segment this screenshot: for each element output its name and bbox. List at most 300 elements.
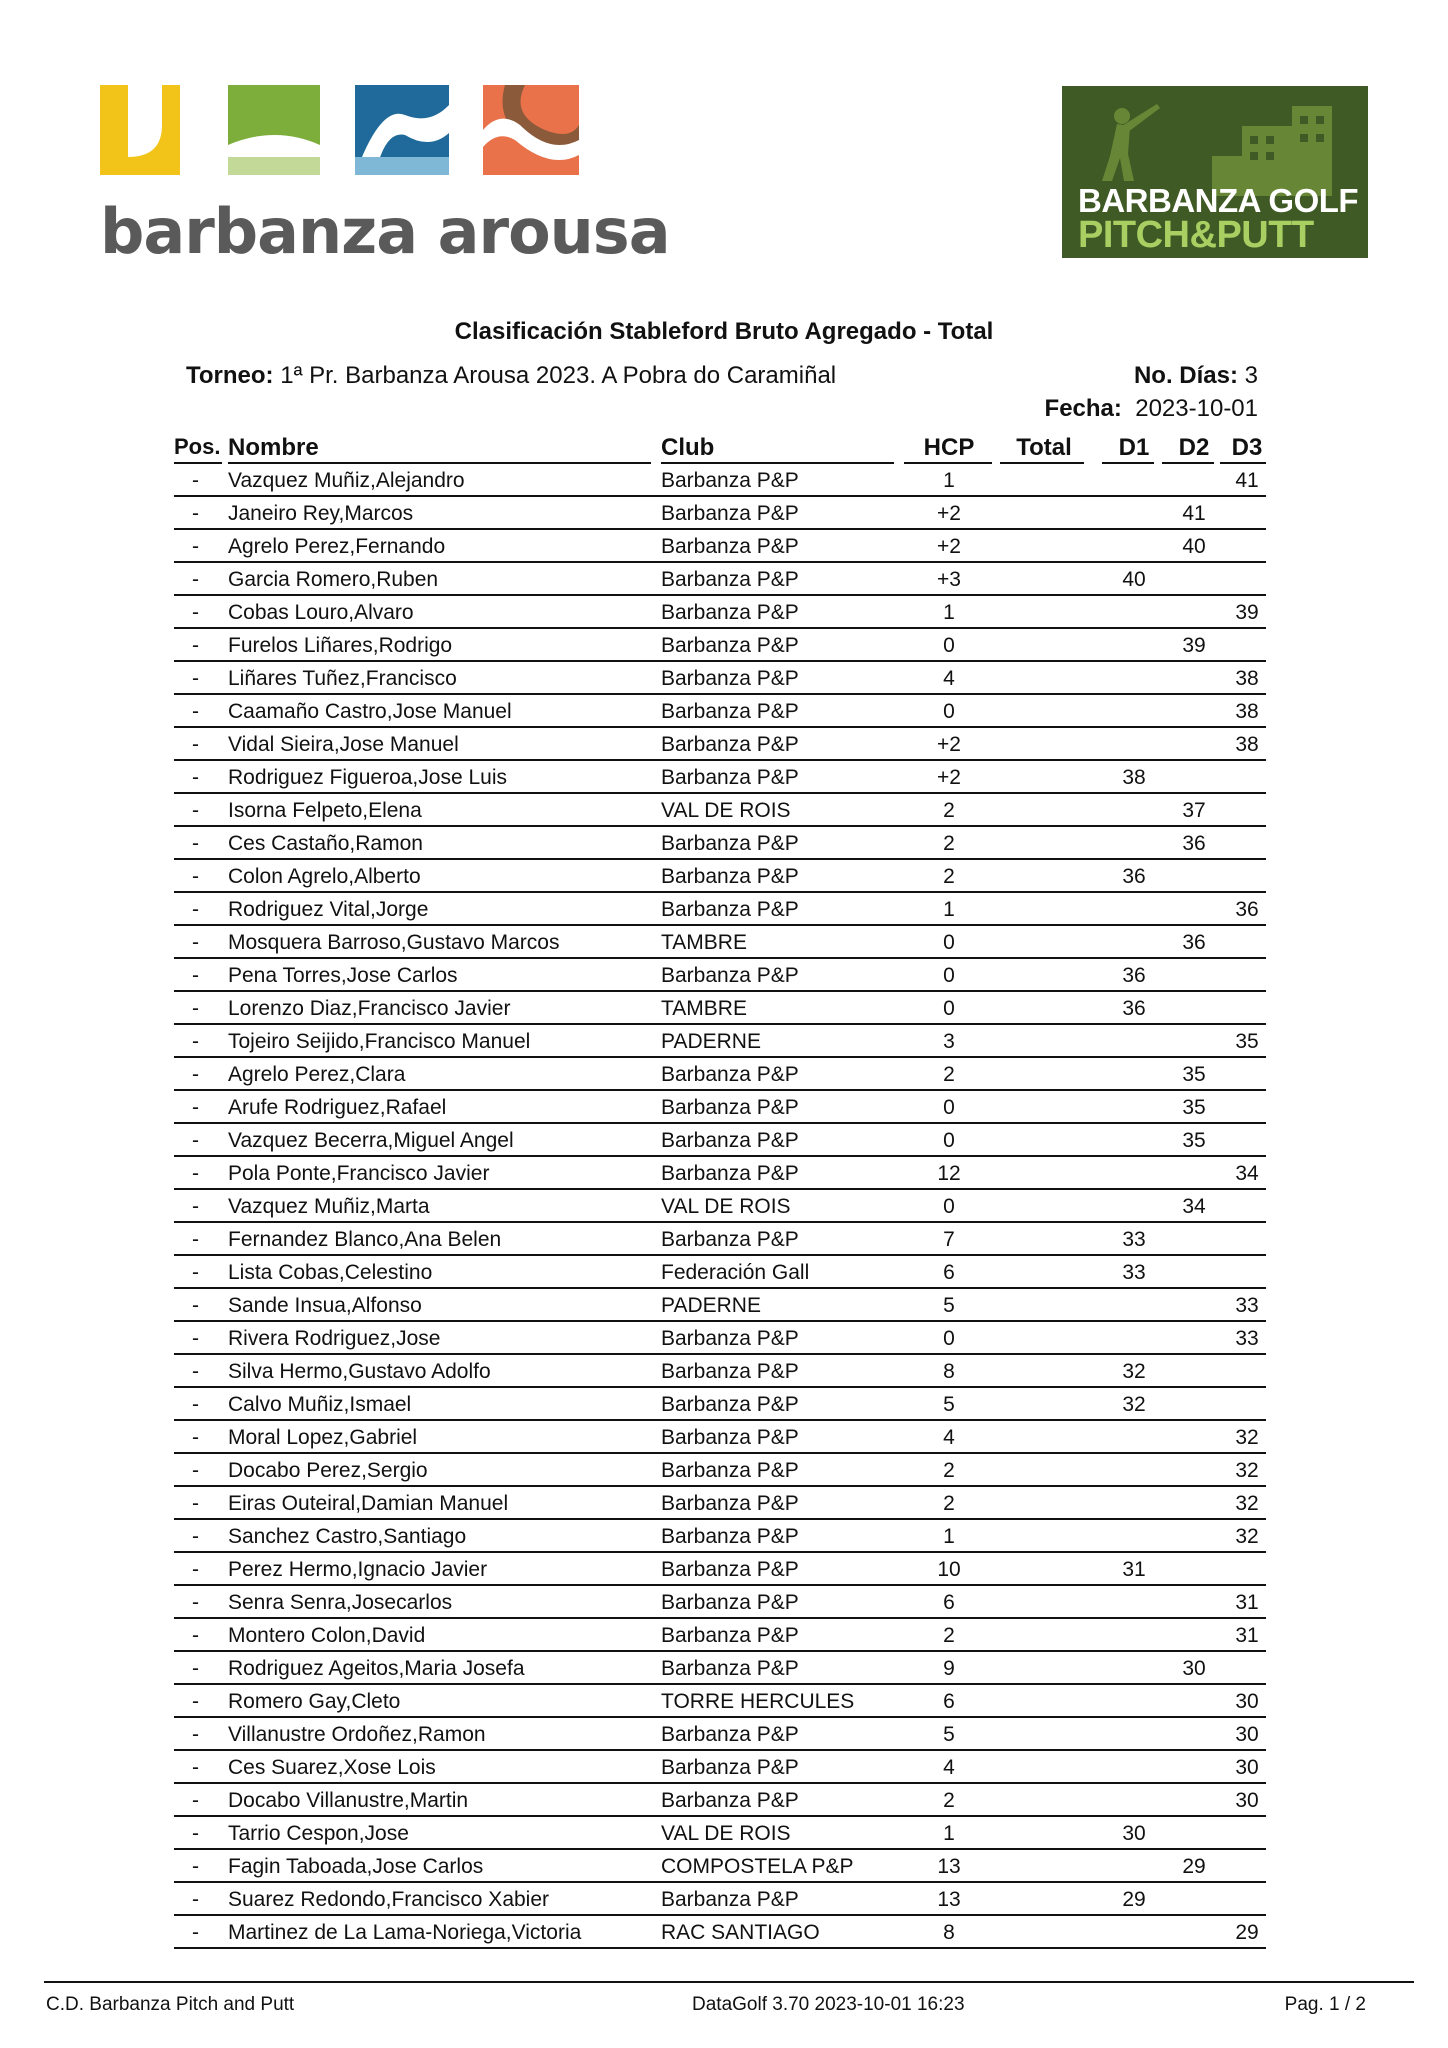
- col-pos: Pos.: [174, 434, 221, 459]
- cell-club: Barbanza P&P: [661, 1393, 799, 1416]
- cell-pos: -: [192, 766, 199, 789]
- cell-hcp: 5: [943, 1294, 955, 1317]
- cell-hcp: 1: [943, 1822, 955, 1845]
- cell-pos: -: [192, 634, 199, 657]
- cell-pos: -: [192, 469, 199, 492]
- table-row: [174, 1520, 1266, 1553]
- cell-d2: 34: [1182, 1195, 1206, 1218]
- cell-d2: 35: [1182, 1096, 1206, 1119]
- cell-d3: 34: [1235, 1162, 1259, 1185]
- cell-hcp: 5: [943, 1723, 955, 1746]
- cell-d1: 29: [1122, 1888, 1146, 1911]
- fecha-label: Fecha:: [1044, 395, 1122, 422]
- cell-pos: -: [192, 1063, 199, 1086]
- cell-name: Fagin Taboada,Jose Carlos: [228, 1855, 484, 1878]
- table-row: [174, 893, 1266, 926]
- cell-pos: -: [192, 1030, 199, 1053]
- cell-hcp: +3: [937, 568, 961, 591]
- cell-pos: -: [192, 931, 199, 954]
- logo-line2: PITCH&PUTT: [1078, 214, 1314, 256]
- cell-pos: -: [192, 1525, 199, 1548]
- cell-club: Barbanza P&P: [661, 766, 799, 789]
- cell-pos: -: [192, 1294, 199, 1317]
- cell-hcp: 2: [943, 1624, 955, 1647]
- cell-hcp: +2: [937, 733, 961, 756]
- cell-name: Rivera Rodriguez,Jose: [228, 1327, 441, 1350]
- cell-hcp: 4: [943, 1426, 955, 1449]
- cell-name: Colon Agrelo,Alberto: [228, 865, 421, 888]
- cell-d3: 30: [1235, 1723, 1259, 1746]
- cell-d1: 36: [1122, 964, 1146, 987]
- cell-d3: 30: [1235, 1756, 1259, 1779]
- cell-club: Barbanza P&P: [661, 1096, 799, 1119]
- cell-d3: 38: [1235, 700, 1259, 723]
- cell-name: Montero Colon,David: [228, 1624, 426, 1647]
- footer-club: C.D. Barbanza Pitch and Putt: [46, 1994, 295, 2015]
- cell-pos: -: [192, 1756, 199, 1779]
- cell-club: TAMBRE: [661, 931, 747, 954]
- cell-hcp: 0: [943, 634, 955, 657]
- table-body: [174, 464, 1266, 1949]
- cell-pos: -: [192, 700, 199, 723]
- cell-name: Lorenzo Diaz,Francisco Javier: [228, 997, 511, 1020]
- cell-hcp: 0: [943, 1195, 955, 1218]
- cell-name: Ces Suarez,Xose Lois: [228, 1756, 436, 1779]
- cell-name: Vazquez Muñiz,Marta: [228, 1195, 430, 1218]
- cell-d3: 32: [1235, 1525, 1259, 1548]
- cell-club: Barbanza P&P: [661, 1228, 799, 1251]
- results-table: [174, 432, 1266, 1949]
- table-row: [174, 1256, 1266, 1289]
- cell-name: Lista Cobas,Celestino: [228, 1261, 433, 1284]
- cell-hcp: 6: [943, 1591, 955, 1614]
- cell-club: TORRE HERCULES: [661, 1690, 855, 1713]
- dias-line: [1134, 362, 1258, 390]
- cell-pos: -: [192, 1327, 199, 1350]
- cell-d3: 39: [1235, 601, 1259, 624]
- table-row: [174, 1058, 1266, 1091]
- cell-club: Barbanza P&P: [661, 1525, 799, 1548]
- cell-hcp: 1: [943, 469, 955, 492]
- cell-d3: 36: [1235, 898, 1259, 921]
- cell-pos: -: [192, 733, 199, 756]
- col-total: Total: [1016, 434, 1072, 461]
- cell-pos: -: [192, 1195, 199, 1218]
- cell-hcp: 3: [943, 1030, 955, 1053]
- cell-hcp: 4: [943, 667, 955, 690]
- cell-pos: -: [192, 997, 199, 1020]
- cell-d3: 31: [1235, 1624, 1259, 1647]
- cell-hcp: 2: [943, 799, 955, 822]
- table-row: [174, 1652, 1266, 1685]
- cell-club: Barbanza P&P: [661, 568, 799, 591]
- table-row: [174, 1091, 1266, 1124]
- table-row: [174, 1751, 1266, 1784]
- cell-name: Agrelo Perez,Clara: [228, 1063, 406, 1086]
- cell-club: PADERNE: [661, 1294, 761, 1317]
- cell-hcp: 0: [943, 1096, 955, 1119]
- cell-d3: 38: [1235, 667, 1259, 690]
- table-row: [174, 959, 1266, 992]
- cell-d1: 32: [1122, 1393, 1146, 1416]
- dias-value: 3: [1244, 362, 1258, 389]
- cell-name: Arufe Rodriguez,Rafael: [228, 1096, 447, 1119]
- cell-d2: 41: [1182, 502, 1206, 525]
- cell-pos: -: [192, 1822, 199, 1845]
- cell-hcp: 6: [943, 1690, 955, 1713]
- table-row: [174, 926, 1266, 959]
- cell-name: Ces Castaño,Ramon: [228, 832, 423, 855]
- cell-club: Barbanza P&P: [661, 1624, 799, 1647]
- table-row: [174, 497, 1266, 530]
- cell-name: Isorna Felpeto,Elena: [228, 799, 422, 822]
- col-d2: D2: [1178, 434, 1210, 461]
- cell-d1: 38: [1122, 766, 1146, 789]
- cell-club: Barbanza P&P: [661, 700, 799, 723]
- cell-hcp: 2: [943, 1459, 955, 1482]
- cell-club: Barbanza P&P: [661, 1888, 799, 1911]
- cell-club: Barbanza P&P: [661, 1657, 799, 1680]
- cell-name: Moral Lopez,Gabriel: [228, 1426, 418, 1449]
- cell-club: Barbanza P&P: [661, 1558, 799, 1581]
- cell-d1: 40: [1122, 568, 1146, 591]
- table-row: [174, 1355, 1266, 1388]
- cell-club: Barbanza P&P: [661, 469, 799, 492]
- table-row: [174, 464, 1266, 497]
- cell-club: VAL DE ROIS: [661, 1822, 791, 1845]
- table-row: [174, 1421, 1266, 1454]
- cell-hcp: 0: [943, 997, 955, 1020]
- cell-name: Perez Hermo,Ignacio Javier: [228, 1558, 488, 1581]
- cell-club: Barbanza P&P: [661, 733, 799, 756]
- cell-name: Agrelo Perez,Fernando: [228, 535, 446, 558]
- cell-club: Barbanza P&P: [661, 1492, 799, 1515]
- table-row: [174, 1586, 1266, 1619]
- cell-hcp: 0: [943, 1327, 955, 1350]
- table-row: [174, 992, 1266, 1025]
- cell-club: Barbanza P&P: [661, 1459, 799, 1482]
- cell-hcp: 2: [943, 832, 955, 855]
- cell-name: Janeiro Rey,Marcos: [228, 502, 414, 525]
- table-header: [174, 432, 1266, 464]
- cell-club: Barbanza P&P: [661, 634, 799, 657]
- table-row: [174, 1223, 1266, 1256]
- cell-name: Romero Gay,Cleto: [228, 1690, 401, 1713]
- table-row: [174, 827, 1266, 860]
- cell-hcp: 8: [943, 1921, 955, 1944]
- cell-hcp: 0: [943, 700, 955, 723]
- table-row: [174, 1553, 1266, 1586]
- cell-name: Pola Ponte,Francisco Javier: [228, 1162, 490, 1185]
- cell-pos: -: [192, 667, 199, 690]
- logo-line1: BARBANZA GOLF: [1078, 182, 1359, 219]
- cell-name: Rodriguez Vital,Jorge: [228, 898, 429, 921]
- cell-pos: -: [192, 964, 199, 987]
- cell-pos: -: [192, 865, 199, 888]
- cell-name: Sanchez Castro,Santiago: [228, 1525, 467, 1548]
- cell-name: Silva Hermo,Gustavo Adolfo: [228, 1360, 491, 1383]
- cell-pos: -: [192, 1228, 199, 1251]
- cell-name: Rodriguez Ageitos,Maria Josefa: [228, 1657, 525, 1680]
- cell-d3: 35: [1235, 1030, 1259, 1053]
- page-title: Clasificación Stableford Bruto Agregado - Total: [454, 318, 994, 345]
- cell-d1: 30: [1122, 1822, 1146, 1845]
- cell-pos: -: [192, 1591, 199, 1614]
- cell-hcp: 2: [943, 1492, 955, 1515]
- cell-hcp: 0: [943, 1129, 955, 1152]
- cell-club: Barbanza P&P: [661, 1063, 799, 1086]
- cell-pos: -: [192, 1129, 199, 1152]
- torneo-line: [186, 362, 836, 390]
- torneo-label: Torneo:: [186, 362, 274, 389]
- col-d1: D1: [1118, 434, 1150, 461]
- cell-name: Tojeiro Seijido,Francisco Manuel: [228, 1030, 531, 1053]
- cell-club: Barbanza P&P: [661, 1591, 799, 1614]
- table-row: [174, 1487, 1266, 1520]
- col-club: Club: [661, 434, 715, 461]
- cell-pos: -: [192, 1426, 199, 1449]
- cell-name: Caamaño Castro,Jose Manuel: [228, 700, 512, 723]
- fecha-value: 2023-10-01: [1135, 395, 1258, 422]
- cell-hcp: 13: [937, 1888, 961, 1911]
- table-row: [174, 860, 1266, 893]
- table-row: [174, 1916, 1266, 1949]
- cell-hcp: 9: [943, 1657, 955, 1680]
- cell-hcp: +2: [937, 766, 961, 789]
- cell-club: Barbanza P&P: [661, 1789, 799, 1812]
- table-row: [174, 1619, 1266, 1652]
- cell-pos: -: [192, 1888, 199, 1911]
- table-row: [174, 530, 1266, 563]
- table-row: [174, 1718, 1266, 1751]
- cell-d1: 33: [1122, 1228, 1146, 1251]
- cell-club: TAMBRE: [661, 997, 747, 1020]
- cell-club: VAL DE ROIS: [661, 799, 791, 822]
- cell-d2: 36: [1182, 931, 1206, 954]
- table-row: [174, 1850, 1266, 1883]
- cell-club: VAL DE ROIS: [661, 1195, 791, 1218]
- cell-club: Barbanza P&P: [661, 1426, 799, 1449]
- cell-pos: -: [192, 1723, 199, 1746]
- cell-club: Barbanza P&P: [661, 535, 799, 558]
- table-row: [174, 1322, 1266, 1355]
- cell-club: COMPOSTELA P&P: [661, 1855, 854, 1878]
- cell-pos: -: [192, 535, 199, 558]
- cell-name: Calvo Muñiz,Ismael: [228, 1393, 412, 1416]
- table-row: [174, 761, 1266, 794]
- col-nombre: Nombre: [228, 434, 319, 461]
- cell-pos: -: [192, 1393, 199, 1416]
- cell-pos: -: [192, 1921, 199, 1944]
- cell-d2: 36: [1182, 832, 1206, 855]
- cell-pos: -: [192, 1162, 199, 1185]
- table-row: [174, 629, 1266, 662]
- cell-name: Vidal Sieira,Jose Manuel: [228, 733, 459, 756]
- cell-name: Liñares Tuñez,Francisco: [228, 667, 457, 690]
- table-row: [174, 1883, 1266, 1916]
- cell-d3: 33: [1235, 1294, 1259, 1317]
- cell-d3: 30: [1235, 1690, 1259, 1713]
- dias-label: No. Días:: [1133, 362, 1238, 389]
- cell-club: Barbanza P&P: [661, 1129, 799, 1152]
- table-row: [174, 1784, 1266, 1817]
- cell-pos: -: [192, 1096, 199, 1119]
- table-row: [174, 1289, 1266, 1322]
- table-row: [174, 1025, 1266, 1058]
- cell-pos: -: [192, 1855, 199, 1878]
- cell-name: Docabo Perez,Sergio: [228, 1459, 428, 1482]
- cell-hcp: 2: [943, 865, 955, 888]
- cell-pos: -: [192, 799, 199, 822]
- cell-name: Mosquera Barroso,Gustavo Marcos: [228, 931, 560, 954]
- cell-club: Barbanza P&P: [661, 502, 799, 525]
- cell-d3: 41: [1235, 469, 1259, 492]
- table-row: [174, 794, 1266, 827]
- cell-hcp: 13: [937, 1855, 961, 1878]
- cell-club: Barbanza P&P: [661, 964, 799, 987]
- cell-d3: 32: [1235, 1459, 1259, 1482]
- cell-d3: 38: [1235, 733, 1259, 756]
- cell-d3: 31: [1235, 1591, 1259, 1614]
- cell-pos: -: [192, 601, 199, 624]
- cell-hcp: 6: [943, 1261, 955, 1284]
- cell-d1: 36: [1122, 997, 1146, 1020]
- footer-software: DataGolf 3.70 2023-10-01 16:23: [692, 1994, 965, 2015]
- cell-name: Garcia Romero,Ruben: [228, 568, 439, 591]
- cell-hcp: 2: [943, 1789, 955, 1812]
- cell-pos: -: [192, 1558, 199, 1581]
- cell-d1: 31: [1122, 1558, 1146, 1581]
- cell-pos: -: [192, 1459, 199, 1482]
- cell-name: Eiras Outeiral,Damian Manuel: [228, 1492, 509, 1515]
- cell-d3: 29: [1235, 1921, 1259, 1944]
- cell-name: Fernandez Blanco,Ana Belen: [228, 1228, 502, 1251]
- cell-pos: -: [192, 568, 199, 591]
- cell-hcp: 2: [943, 1063, 955, 1086]
- cell-name: Docabo Villanustre,Martin: [228, 1789, 469, 1812]
- barbanza-golf-logo: [1062, 86, 1368, 258]
- cell-club: Barbanza P&P: [661, 832, 799, 855]
- table-row: [174, 596, 1266, 629]
- table-row: [174, 695, 1266, 728]
- cell-name: Rodriguez Figueroa,Jose Luis: [228, 766, 507, 789]
- table-row: [174, 728, 1266, 761]
- cell-pos: -: [192, 898, 199, 921]
- cell-d2: 37: [1182, 799, 1206, 822]
- cell-name: Vazquez Muñiz,Alejandro: [228, 469, 465, 492]
- cell-d2: 35: [1182, 1129, 1206, 1152]
- cell-d3: 33: [1235, 1327, 1259, 1350]
- table-row: [174, 1124, 1266, 1157]
- cell-club: Barbanza P&P: [661, 1327, 799, 1350]
- col-d3: D3: [1231, 434, 1263, 461]
- cell-name: Senra Senra,Josecarlos: [228, 1591, 453, 1614]
- cell-d1: 33: [1122, 1261, 1146, 1284]
- cell-hcp: 1: [943, 898, 955, 921]
- cell-pos: -: [192, 502, 199, 525]
- cell-pos: -: [192, 1261, 199, 1284]
- cell-pos: -: [192, 1360, 199, 1383]
- table-row: [174, 662, 1266, 695]
- cell-pos: -: [192, 1789, 199, 1812]
- cell-name: Pena Torres,Jose Carlos: [228, 964, 458, 987]
- cell-hcp: 5: [943, 1393, 955, 1416]
- table-row: [174, 1388, 1266, 1421]
- cell-hcp: +2: [937, 535, 961, 558]
- cell-pos: -: [192, 1624, 199, 1647]
- cell-pos: -: [192, 832, 199, 855]
- cell-hcp: 10: [937, 1558, 961, 1581]
- table-row: [174, 1685, 1266, 1718]
- table-row: [174, 1157, 1266, 1190]
- cell-club: Barbanza P&P: [661, 1162, 799, 1185]
- table-row: [174, 1454, 1266, 1487]
- logo-text: barbanza arousa: [100, 195, 670, 268]
- cell-name: Suarez Redondo,Francisco Xabier: [228, 1888, 550, 1911]
- footer-page: Pag. 1 / 2: [1284, 1994, 1366, 2015]
- cell-pos: -: [192, 1492, 199, 1515]
- cell-d3: 32: [1235, 1492, 1259, 1515]
- cell-name: Vazquez Becerra,Miguel Angel: [228, 1129, 514, 1152]
- table-row: [174, 1190, 1266, 1223]
- cell-hcp: 12: [937, 1162, 961, 1185]
- logo-shapes: [100, 85, 600, 195]
- cell-hcp: 1: [943, 601, 955, 624]
- cell-name: Sande Insua,Alfonso: [228, 1294, 422, 1317]
- cell-name: Tarrio Cespon,Jose: [228, 1822, 409, 1845]
- cell-d2: 29: [1182, 1855, 1206, 1878]
- cell-hcp: +2: [937, 502, 961, 525]
- cell-club: Barbanza P&P: [661, 667, 799, 690]
- fecha-line: [1045, 395, 1258, 423]
- cell-d3: 30: [1235, 1789, 1259, 1812]
- torneo-value: 1ª Pr. Barbanza Arousa 2023. A Pobra do Caramiñal: [280, 362, 837, 389]
- cell-d1: 32: [1122, 1360, 1146, 1383]
- cell-club: Barbanza P&P: [661, 1756, 799, 1779]
- table-row: [174, 563, 1266, 596]
- cell-d2: 39: [1182, 634, 1206, 657]
- cell-club: Federación Gall: [661, 1261, 810, 1284]
- cell-hcp: 0: [943, 964, 955, 987]
- cell-name: Villanustre Ordoñez,Ramon: [228, 1723, 486, 1746]
- footer-divider: [44, 1981, 1414, 1983]
- cell-pos: -: [192, 1657, 199, 1680]
- cell-club: Barbanza P&P: [661, 601, 799, 624]
- cell-d3: 32: [1235, 1426, 1259, 1449]
- cell-name: Martinez de La Lama-Noriega,Victoria: [228, 1921, 582, 1944]
- cell-club: Barbanza P&P: [661, 865, 799, 888]
- cell-club: RAC SANTIAGO: [661, 1921, 820, 1944]
- cell-hcp: 4: [943, 1756, 955, 1779]
- col-hcp: HCP: [923, 434, 975, 461]
- cell-hcp: 8: [943, 1360, 955, 1383]
- table-row: [174, 1817, 1266, 1850]
- cell-club: PADERNE: [661, 1030, 761, 1053]
- cell-name: Cobas Louro,Alvaro: [228, 601, 414, 624]
- cell-hcp: 1: [943, 1525, 955, 1548]
- cell-d1: 36: [1122, 865, 1146, 888]
- cell-club: Barbanza P&P: [661, 1360, 799, 1383]
- cell-hcp: 0: [943, 931, 955, 954]
- cell-club: Barbanza P&P: [661, 898, 799, 921]
- cell-d2: 30: [1182, 1657, 1206, 1680]
- cell-name: Furelos Liñares,Rodrigo: [228, 634, 453, 657]
- cell-hcp: 7: [943, 1228, 955, 1251]
- cell-d2: 40: [1182, 535, 1206, 558]
- cell-pos: -: [192, 1690, 199, 1713]
- barbanza-arousa-logo: [100, 85, 670, 268]
- cell-club: Barbanza P&P: [661, 1723, 799, 1746]
